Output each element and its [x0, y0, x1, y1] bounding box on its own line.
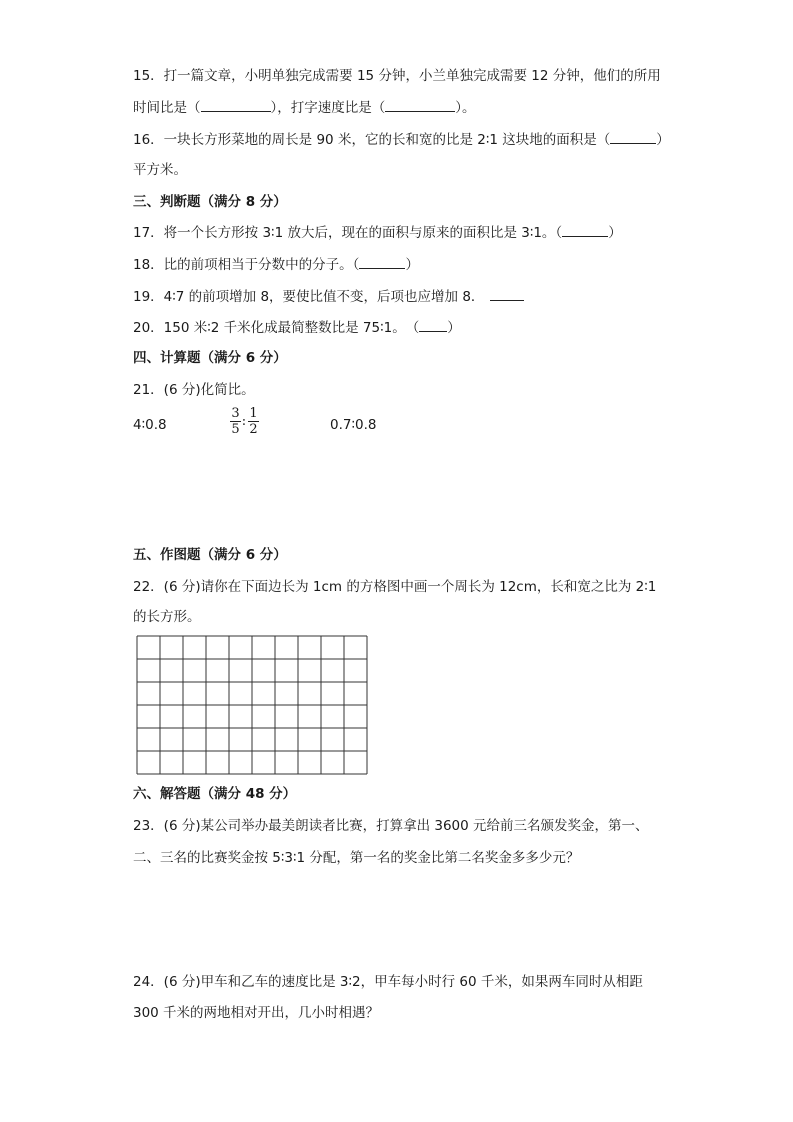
- q18-blank[interactable]: [359, 256, 405, 269]
- q17-blank[interactable]: [562, 224, 608, 237]
- q17-text-a: 17．将一个长方形按 3∶1 放大后，现在的面积与原来的面积比是 3∶1。（: [133, 225, 563, 241]
- q21-frac1: [230, 406, 241, 437]
- section6-title: 六、解答题（满分 48 分）: [133, 786, 297, 802]
- q20-text-a: 20．150 米∶2 千米化成最简整数比是 75∶1。 （: [133, 320, 420, 336]
- q21-frac2: [248, 406, 259, 437]
- q21-colon: :: [241, 414, 247, 429]
- q21-expr3: 0.7∶0.8: [330, 417, 377, 433]
- q16-line2: 平方米。: [133, 162, 187, 178]
- q16-line1: [133, 131, 670, 149]
- q15-line2: [133, 99, 476, 117]
- q20-text-b: ）: [447, 320, 461, 336]
- q21-stem: 21．(6 分)化简比。: [133, 382, 255, 398]
- q17: [133, 224, 622, 242]
- q21-frac1-numerator: 3: [231, 406, 240, 421]
- q21-frac2-numerator: 1: [249, 406, 258, 421]
- q18-text-b: ）: [405, 257, 419, 273]
- q15-blank-speed-ratio[interactable]: [385, 99, 455, 112]
- q19-text-a: 19．4∶7 的前项增加 8，要使比值不变，后项也应增加 8．: [133, 289, 485, 305]
- q20-blank[interactable]: [419, 319, 447, 332]
- square-grid[interactable]: [136, 635, 368, 775]
- q20: [133, 319, 461, 337]
- q16-blank-area[interactable]: [610, 131, 656, 144]
- q15-blank-time-ratio[interactable]: [201, 99, 271, 112]
- q23-line2: 二、三名的比赛奖金按 5∶3∶1 分配，第一名的奖金比第二名奖金多多少元？: [133, 850, 580, 866]
- section3-title: 三、判断题（满分 8 分）: [133, 194, 287, 210]
- q21-frac2-denominator: 2: [249, 422, 258, 437]
- q24-line1: 24．(6 分)甲车和乙车的速度比是 3∶2，甲车每小时行 60 千米，如果两车同时从相距: [133, 974, 643, 990]
- section5-title: 五、作图题（满分 6 分）: [133, 547, 287, 563]
- q17-text-b: ）: [608, 225, 622, 241]
- q15-text-b: ），打字速度比是（: [270, 100, 386, 116]
- q21-frac1-denominator: 5: [231, 422, 240, 437]
- q19-blank[interactable]: [490, 288, 524, 301]
- section4-title: 四、计算题（满分 6 分）: [133, 350, 287, 366]
- q16-text-b: ）: [656, 132, 670, 148]
- q22-line1: 22．(6 分)请你在下面边长为 1cm 的方格图中画一个周长为 12cm，长和宽之比为 2∶1: [133, 579, 657, 595]
- q15-text-a: 时间比是（: [133, 100, 201, 116]
- q15-text-c: ）。: [455, 100, 476, 116]
- q18-text-a: 18．比的前项相当于分数中的分子。（: [133, 257, 360, 273]
- q18: [133, 256, 419, 274]
- q15-line1: 15．打一篇文章，小明单独完成需要 15 分钟，小兰单独完成需要 12 分钟，他们的所用: [133, 68, 661, 84]
- q24-line2: 300 千米的两地相对开出，几小时相遇？: [133, 1005, 380, 1021]
- q19: [133, 288, 524, 306]
- q21-expr1: 4∶0.8: [133, 417, 167, 433]
- q22-line2: 的长方形。: [133, 609, 201, 625]
- q23-line1: 23．(6 分)某公司举办最美朗读者比赛，打算拿出 3600 元给前三名颁发奖金，第一、: [133, 818, 649, 834]
- q16-text-a: 16．一块长方形菜地的周长是 90 米，它的长和宽的比是 2∶1 这块地的面积是（: [133, 132, 611, 148]
